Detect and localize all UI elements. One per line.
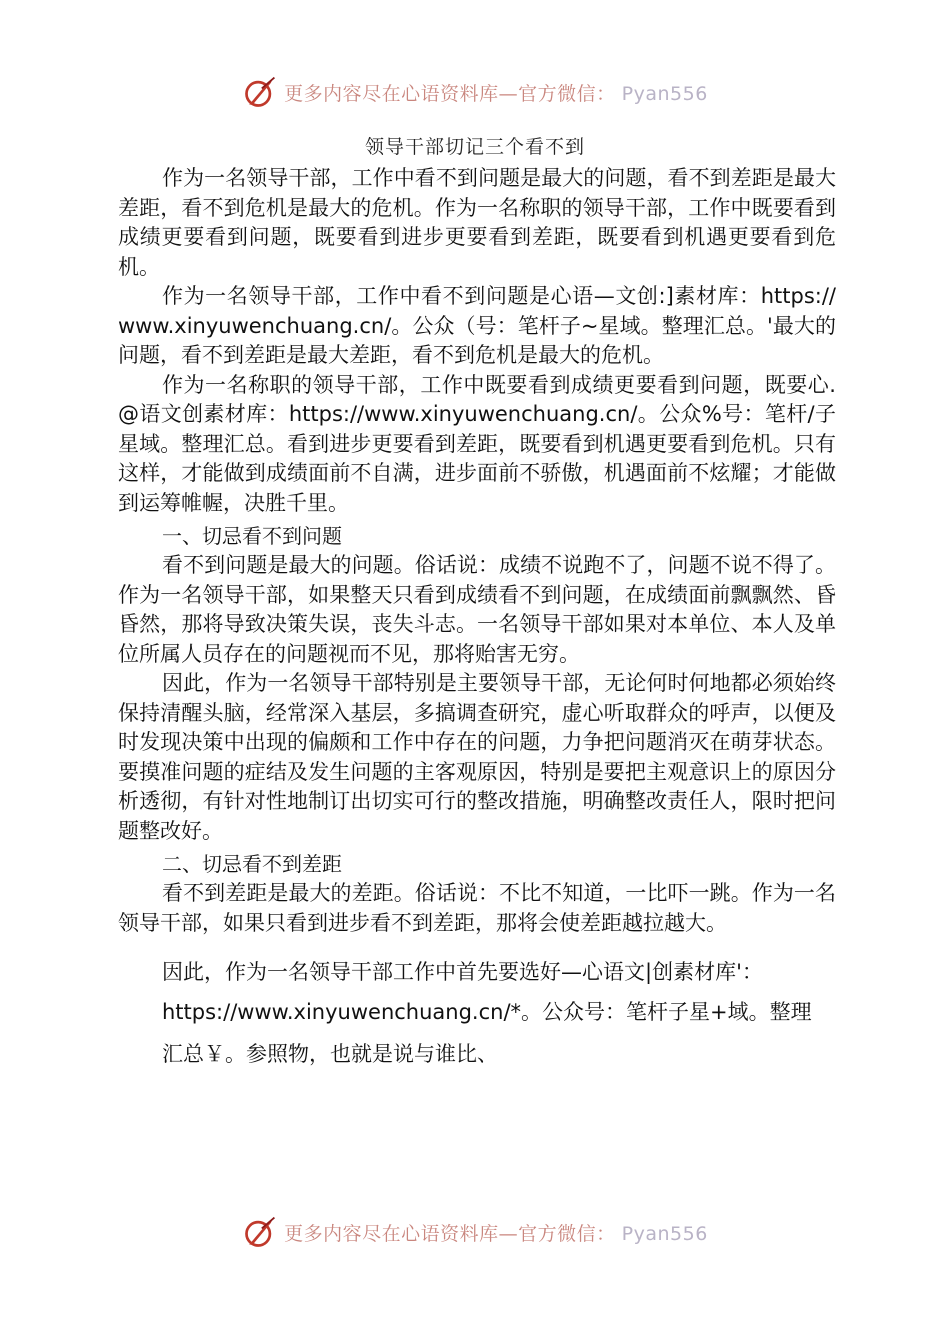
banner-text <box>284 79 708 106</box>
banner-label: 更多内容尽在心语资料库—官方微信： <box>284 1222 616 1245</box>
tail-line-1: 因此，作为一名领导干部工作中首先要选好—心语文|创素材库'： <box>162 960 763 984</box>
quill-logo-icon <box>242 74 278 110</box>
wechat-id: Pyan556 <box>621 1222 708 1245</box>
paragraph-1: 作为一名领导干部，工作中看不到问题是最大的问题，看不到差距是最大差距，看不到危机是最大的危机。作为一名称职的领导干部，工作中既要看到成绩更要看到问题，既要看到进步更要看到差距，既要看到机遇更要看到危机。 <box>118 166 836 279</box>
tail-line-3: 汇总￥。参照物，也就是说与谁比、 <box>162 1042 498 1066</box>
section-1-paragraph-2: 因此，作为一名领导干部特别是主要领导干部，无论何时何地都必须始终保持清醒头脑，经常深入基层，多搞调查研究，虚心听取群众的呼声，以便及时发现决策中出现的偏颇和工作中存在的问题，力争把问题消灭在萌芽状态。要摸准问题的症结及发生问题的主客观原因，特别是要把主观意识上的原因分析透彻，有针对性地制订出切实可行的整改措施，明确整改责任人，限时把问题整改好。 <box>118 671 836 843</box>
paragraph-3: 作为一名称职的领导干部，工作中既要看到成绩更要看到问题，既要心.@语文创素材库：https://www.xinyuwenchuang.cn/。公众%号：笔杆/子星域。整理汇总。看到进步更要看到差距，既要看到机遇更要看到危机。只有这样，才能做到成绩面前不自满，进步面前不骄傲，机遇面前不炫耀；才能做到运筹帷幄，决胜千里。 <box>118 372 836 515</box>
header-banner <box>0 70 950 114</box>
section-1-paragraph-1: 看不到问题是最大的问题。俗话说：成绩不说跑不了，问题不说不得了。作为一名领导干部，如果整天只看到成绩看不到问题，在成绩面前飘飘然、昏昏然，那将导致决策失误，丧失斗志。一名领导干部如果对本单位、本人及单位所属人员存在的问题视而不见，那将贻害无穷。 <box>118 553 836 666</box>
banner-text <box>284 1219 708 1246</box>
section-2-paragraph-1: 看不到差距是最大的差距。俗话说：不比不知道，一比吓一跳。作为一名领导干部，如果只看到进步看不到差距，那将会使差距越拉越大。 <box>118 881 836 935</box>
paragraph-2: 作为一名领导干部，工作中看不到问题是心语—文创:]素材库：https://www.xinyuwenchuang.cn/。公众（号：笔杆子~星域。整理汇总。'最大的问题，看不到差距是最大差距，看不到危机是最大的危机。 <box>118 284 836 367</box>
document-title: 领导干部切记三个看不到 <box>364 136 585 158</box>
quill-logo-icon <box>242 1214 278 1250</box>
section-2-heading: 二、切忌看不到差距 <box>162 852 342 876</box>
tail-line-2: https://www.xinyuwenchuang.cn/*。公众号：笔杆子星+域。整理 <box>162 1000 812 1024</box>
wechat-id: Pyan556 <box>621 82 708 105</box>
footer-banner <box>0 1210 950 1254</box>
section-1-heading: 一、切忌看不到问题 <box>162 524 342 548</box>
document-body <box>118 164 836 938</box>
banner-label: 更多内容尽在心语资料库—官方微信： <box>284 82 616 105</box>
